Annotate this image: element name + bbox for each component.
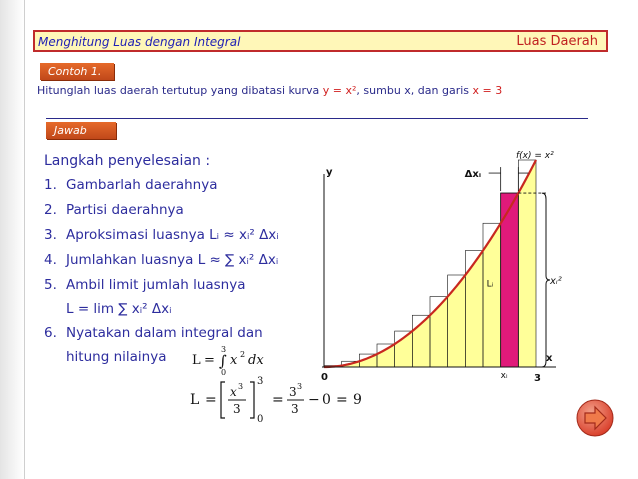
result-minus: − [308, 392, 320, 408]
problem-curve: y = x² [322, 84, 357, 97]
step-number: 5. [44, 277, 57, 293]
problem-line: x = 3 [472, 84, 503, 97]
value-numerator: 3 [289, 385, 297, 399]
result-eq1: = [205, 392, 217, 408]
steps-title: Langkah penyelesaian : [44, 153, 211, 169]
step-text: Jumlahkan luasnya L ≈ ∑ xᵢ² Δxᵢ [66, 252, 279, 268]
divider-line [46, 118, 588, 119]
next-slide-button[interactable] [575, 398, 615, 438]
step-item [44, 349, 166, 365]
step-number: 2. [44, 202, 57, 218]
integrand-power: 2 [240, 350, 246, 359]
integral-sign: ∫ [219, 352, 227, 370]
step-text: Partisi daerahnya [66, 202, 184, 218]
frac-denominator: 3 [233, 402, 241, 416]
step-item [44, 202, 184, 218]
step-text: Gambarlah daerahnya [66, 177, 218, 193]
example-badge: Contoh 1. [40, 63, 114, 80]
problem-text-before: Hitunglah luas daerah tertutup yang dibatasi kurva [37, 84, 323, 97]
integrand: x [230, 353, 238, 368]
step-number: 4. [44, 252, 57, 268]
function-label: f(x) = x² [516, 151, 554, 161]
xi-squared-brace [542, 193, 550, 367]
step-item [44, 301, 172, 317]
origin-label: 0 [321, 372, 328, 383]
result-eq3: = [336, 392, 348, 408]
result-answer: 9 [353, 392, 362, 408]
y-axis-label: y [326, 167, 333, 178]
problem-statement [37, 84, 502, 97]
integral-lower: 0 [221, 368, 227, 377]
frac-numerator-power: 3 [238, 382, 244, 391]
rail-divider [24, 0, 25, 479]
integral-upper: 3 [221, 345, 227, 354]
bracket-left [221, 382, 225, 418]
three-tick-label: 3 [534, 373, 541, 383]
integral-lhs: L [192, 353, 201, 368]
step-number: 6. [44, 325, 57, 341]
bracket-right [250, 382, 254, 418]
frac-numerator: x [230, 385, 237, 399]
step-item [44, 325, 263, 341]
x-axis-label: x [546, 353, 553, 364]
step-item [44, 277, 246, 293]
delta-x-label: Δxᵢ [464, 169, 482, 181]
step-item [44, 227, 279, 243]
step-text: hitung nilainya [66, 349, 167, 365]
header-title: Menghitung Luas dengan Integral [38, 35, 241, 49]
step-text: Ambil limit jumlah luasnya [66, 277, 246, 293]
result-lhs: L [190, 392, 200, 408]
step-text: Nyatakan dalam integral dan [66, 325, 263, 341]
xi-tick-label: xᵢ [500, 371, 508, 381]
result-zero: 0 [322, 392, 331, 408]
bracket-lower: 0 [257, 414, 264, 425]
result-eq2: = [272, 392, 284, 408]
answer-badge: Jawab [46, 122, 116, 139]
xi-squared-label: xᵢ² [550, 276, 562, 288]
step-number: 1. [44, 177, 57, 193]
left-rail [0, 0, 24, 479]
value-denominator: 3 [291, 402, 299, 416]
bracket-upper: 3 [257, 376, 264, 387]
integral-dx: dx [248, 353, 264, 368]
problem-text-middle: , sumbu x, dan garis [356, 84, 473, 97]
step-item [44, 177, 218, 193]
step-text: L = lim ∑ xᵢ² Δxᵢ [66, 301, 172, 317]
step-text: Aproksimasi luasnya Lᵢ ≈ xᵢ² Δxᵢ [66, 227, 279, 243]
step-number: 3. [44, 227, 57, 243]
li-label: Lᵢ [486, 279, 494, 290]
value-numerator-power: 3 [297, 382, 303, 391]
step-item [44, 252, 278, 268]
parabola-graph [310, 148, 590, 383]
integral-eq: = [204, 353, 215, 368]
header-bar [33, 30, 608, 52]
header-topic: Luas Daerah [516, 34, 598, 49]
